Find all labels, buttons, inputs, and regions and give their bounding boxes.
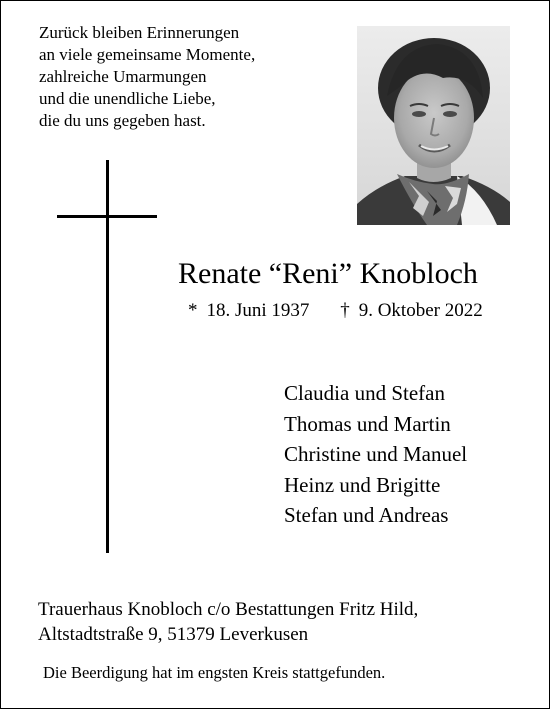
poem-line: die du uns gegeben hast. bbox=[39, 111, 206, 130]
poem-line: und die unendliche Liebe, bbox=[39, 89, 216, 108]
mourning-address bbox=[38, 597, 418, 647]
address-line-1: Trauerhaus Knobloch c/o Bestattungen Fritz Hild, bbox=[38, 599, 419, 620]
deceased-name: Renate “Reni” Knobloch bbox=[178, 257, 478, 290]
poem-line: an viele gemeinsame Momente, bbox=[39, 45, 256, 64]
life-dates bbox=[188, 299, 483, 323]
address-line-2: Altstadtstraße 9, 51379 Leverkusen bbox=[38, 624, 309, 645]
cross-horizontal-bar bbox=[57, 215, 157, 218]
death-date: 9. Oktober 2022 bbox=[358, 300, 483, 321]
birth-star-icon: * bbox=[188, 300, 198, 321]
birth-date: 18. Juni 1937 bbox=[206, 300, 310, 321]
birth-date-group bbox=[188, 299, 309, 323]
death-date-group bbox=[340, 299, 483, 323]
death-cross-icon: † bbox=[340, 300, 350, 321]
cross-vertical-bar bbox=[106, 160, 109, 553]
mourner-entry: Heinz und Brigitte bbox=[284, 472, 441, 497]
portrait-photo bbox=[357, 26, 510, 225]
funeral-notice: Die Beerdigung hat im engsten Kreis stattgefunden. bbox=[43, 663, 386, 682]
poem-line: Zurück bleiben Erinnerungen bbox=[39, 23, 240, 42]
mourners-list bbox=[284, 378, 467, 531]
memorial-poem bbox=[39, 22, 255, 132]
mourner-entry: Claudia und Stefan bbox=[284, 381, 445, 405]
mourner-entry: Stefan und Andreas bbox=[284, 503, 449, 527]
mourner-entry: Christine und Manuel bbox=[284, 442, 468, 466]
poem-line: zahlreiche Umarmungen bbox=[39, 67, 207, 86]
mourner-entry: Thomas und Martin bbox=[284, 411, 451, 436]
